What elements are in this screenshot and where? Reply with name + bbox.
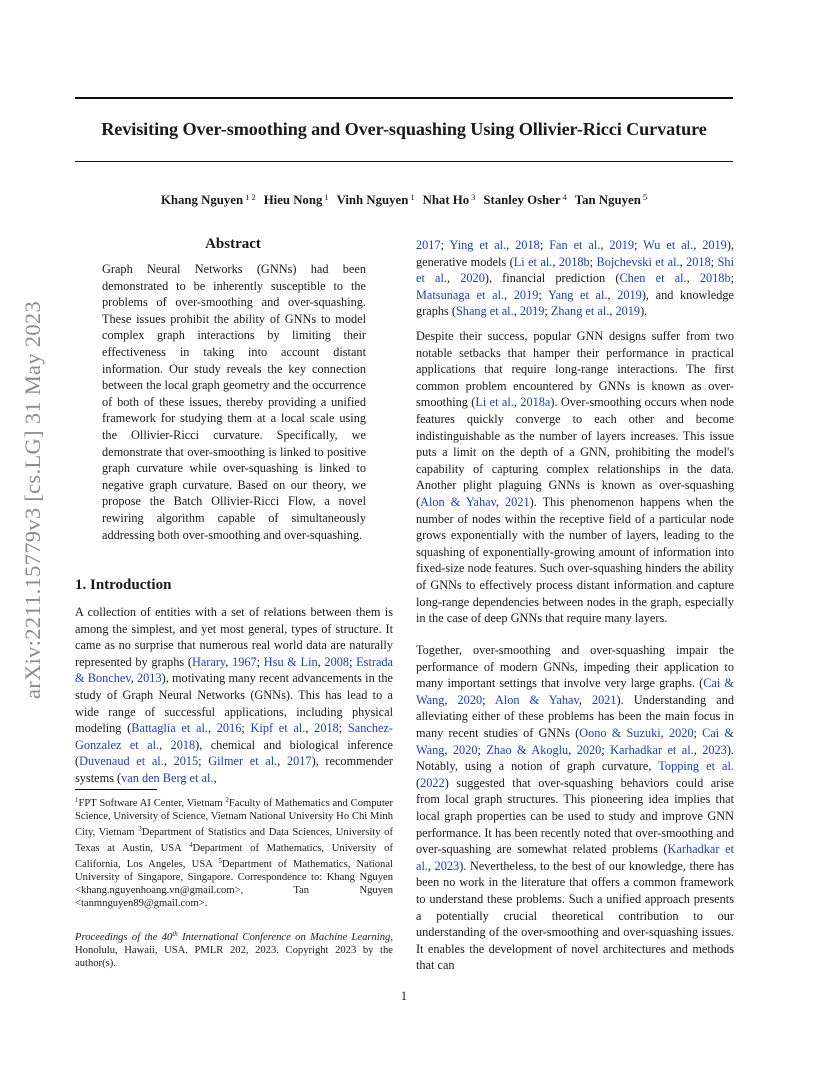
text-span: , (607, 287, 618, 302)
abstract-heading: Abstract (205, 236, 261, 252)
citation-link[interactable]: Shang et al. (455, 304, 514, 319)
text-span: ), and knowledge graphs ( (416, 287, 734, 319)
citation-link[interactable]: Matsunaga et al. (416, 287, 505, 302)
citation-link[interactable]: 2020 (576, 742, 602, 757)
author (483, 193, 566, 207)
text-span: ; (710, 254, 718, 269)
text-span: ; (440, 238, 450, 252)
text-span: , (427, 858, 435, 873)
author-name: Vinh Nguyen (336, 193, 409, 207)
text-span: ; (539, 238, 550, 252)
citation-link[interactable]: 2020 (460, 271, 485, 286)
text-span: , (305, 721, 315, 736)
citation-link[interactable]: 2008 (324, 654, 350, 669)
title-rule-bottom (75, 161, 733, 162)
citation-link[interactable]: Li et al. (475, 395, 514, 410)
text-span: ; (601, 742, 611, 757)
text-span: ( (416, 775, 421, 790)
citation-link[interactable]: 2021 (505, 494, 530, 509)
superscript: 1 (75, 796, 79, 804)
text-span: , (317, 654, 325, 669)
intro-paragraph-3 (416, 642, 734, 974)
text-span: , (130, 671, 137, 686)
author-affiliation-mark: 5 (642, 192, 648, 202)
citation-link[interactable]: 2022 (420, 775, 445, 790)
text-span: ; (349, 654, 357, 669)
text-span: Proceedings of the 40 (75, 932, 173, 943)
author-affiliation-mark: 3 (471, 192, 476, 202)
section-heading-introduction: 1. Introduction (75, 577, 172, 593)
citation-link[interactable]: 2018a (520, 395, 551, 410)
citation-link[interactable]: Topping et al. (658, 759, 734, 774)
citation-link[interactable]: Zhang et al. (550, 304, 610, 319)
citation-link[interactable]: van den Berg et al. (121, 770, 214, 785)
author-name: Nhat Ho (422, 193, 470, 207)
text-span: , (686, 271, 700, 286)
citation-link[interactable]: 2019 (702, 238, 727, 252)
author (575, 193, 647, 207)
intro-paragraph-1 (75, 604, 393, 787)
citation-link[interactable]: Gilmer et al. (208, 754, 278, 769)
citation-link[interactable]: Alon & Yahav (420, 494, 496, 509)
author-affiliation-mark: 1 (324, 192, 329, 202)
citation-link[interactable]: 2017 (286, 754, 312, 769)
citation-link[interactable]: Chen et al. (619, 271, 687, 286)
text-span: , (225, 654, 233, 669)
citation-link[interactable]: 2019 (609, 238, 635, 252)
text-span: ; (198, 754, 209, 769)
author-affiliation-mark: 4 (562, 192, 567, 202)
author-name: Stanley Osher (483, 193, 561, 207)
citation-link[interactable]: Ying et al. (449, 238, 507, 252)
page-number: 1 (400, 989, 408, 1003)
text-span: ), financial prediction ( (484, 271, 620, 286)
text-span: ; (241, 721, 251, 736)
text-span: , (207, 721, 217, 736)
text-span: ; (589, 254, 597, 269)
text-span: , (578, 692, 592, 707)
citation-link[interactable]: Battaglia et al. (131, 721, 208, 736)
text-span: ; (538, 287, 548, 302)
citation-link[interactable]: 2019 (615, 304, 641, 319)
text-span: A collection of entities with a set of relations between them is among the simplest, and yet most general, types of structure. It came as no surprise that numerous real world data are naturally represented by graphs ( (75, 605, 393, 669)
citation-link[interactable]: 2020 (668, 725, 694, 740)
text-span: Despite their success, popular GNN designs suffer from two notable setbacks that hamper their performance in practical applications that require long-range interactions. The first common problem encountered by GNNs is known as over-smoothing ( (416, 329, 734, 410)
text-span: Department of Mathematics, National University of Singapore, Singapore. Correspondence to: Khang Nguyen <khang.nguyenhoang.vn@gmail.com>, Tan Nguyen <tanmnguyen89@gmail.com>. (75, 859, 394, 909)
text-span: ), generative models ( (416, 238, 734, 269)
text-span: , (447, 271, 461, 286)
citation-link[interactable]: 2019 (519, 304, 545, 319)
superscript: 2 (225, 796, 229, 804)
text-span: , (693, 238, 703, 252)
title-rule-top (75, 97, 733, 99)
text-span: ; (634, 238, 644, 252)
citation-link[interactable]: 2017 (416, 238, 441, 252)
author (161, 193, 256, 207)
text-span: , (552, 254, 559, 269)
citation-link[interactable]: Harary (191, 654, 226, 669)
citation-link[interactable]: 2023 (702, 742, 727, 757)
citation-link[interactable]: Li et al. (513, 254, 553, 269)
citation-link[interactable]: Alon & Yahav (494, 692, 579, 707)
text-span: , Honolulu, Hawaii, USA. PMLR 202, 2023. Copyright 2023 by the author(s). (75, 932, 393, 970)
citation-link[interactable]: 2015 (173, 754, 199, 769)
citation-link[interactable]: Hsu & Lin (263, 654, 318, 669)
text-span: , (513, 395, 521, 410)
citation-link[interactable]: Shi et al. (416, 254, 734, 286)
citation-link[interactable]: Sanchez-Gonzalez et al. (75, 721, 393, 752)
intro-paragraph-2 (416, 328, 734, 627)
paper-title: Revisiting Over-smoothing and Over-squashing Using Ollivier-Ricci Curvature (101, 119, 707, 139)
citation-link[interactable]: 2023 (434, 858, 460, 873)
text-span: , (679, 254, 687, 269)
text-span: ) suggested that over-squashing behaviors could arise from local graph structures. This pioneering idea implies that local graph properties can be used to study and improve GNN performance. It has been recently noted that over-smoothing and over-squashing are somewhat related problems ( (416, 775, 734, 857)
citation-link[interactable]: 2019 (513, 287, 539, 302)
text-span: Faculty of Mathematics and Computer Science, University of Science, Vietnam National University Ho Chi Minh City, Vietnam (75, 798, 393, 838)
citation-link[interactable]: 2018 (170, 737, 196, 752)
text-span: International Conference on Machine Learning (177, 932, 391, 943)
text-span: FPT Software AI Center, Vietnam (78, 798, 226, 809)
text-span: , (693, 742, 703, 757)
text-span: , (163, 754, 174, 769)
text-span: Together, over-smoothing and over-squashing impair the performance of modern GNNs, impeding their application to many important settings that involve very large graphs. ( (416, 643, 734, 691)
citation-link[interactable]: Oono & Suzuki (579, 725, 661, 740)
citation-link[interactable]: Zhao & Akoglu (486, 742, 569, 757)
text-span: ). Notably, using a notion of graph curvature, (416, 742, 734, 774)
citation-link[interactable]: 2018 (314, 721, 339, 736)
citation-link[interactable]: 2018b (558, 254, 590, 269)
text-span: ; (544, 304, 551, 319)
superscript: th (172, 930, 178, 938)
author-name: Hieu Nong (263, 193, 323, 207)
text-span: , (506, 238, 516, 252)
text-span: , (213, 770, 217, 785)
citation-link[interactable]: Duvenaud et al. (79, 754, 164, 769)
citation-link[interactable]: Wu et al. (643, 238, 694, 252)
text-span: ), recommender systems ( (75, 754, 394, 785)
text-span: , (609, 304, 616, 319)
citation-link[interactable]: 2021 (591, 692, 617, 707)
text-span: ), motivating many recent advancements in the study of Graph Neural Networks (GNNs). This has lead to a wide range of successful applications, including physical modeling ( (75, 671, 393, 736)
author-affiliation-mark: 1 (410, 192, 415, 202)
text-span: , (444, 692, 458, 707)
citation-link[interactable]: 2020 (452, 742, 478, 757)
citation-link[interactable]: Estrada & Bonchev (75, 654, 394, 686)
text-span: ). Understanding and alleviating either of these problems has been the main focus in many recent studies of GNNs ( (416, 692, 734, 740)
text-span: ). Nevertheless, to the best of our knowledge, there has been no work in the literature that offers a common framework to understand these problems. Such a unified approach presents a potentially crucial theoretical contribution to our understanding of the over-smoothing and over-squashing issues. It enables the development of novel architectures and methods that can (416, 858, 734, 973)
text-span: ). Over-smoothing occurs when node features quickly converge to each other and become indistinguishable as the number of layers increases. This issue puts a limit on the depth of a GNN, prohibiting the model's capability of capturing complex relationships in the data. Another plight plaguing GNNs is known as over-squashing ( (416, 395, 734, 509)
superscript: 3 (138, 825, 142, 833)
text-span: ; (693, 725, 703, 740)
author (423, 193, 476, 207)
citation-link[interactable]: Fan et al. (549, 238, 601, 252)
text-span: Department of Statistics and Data Sciences, University of Texas at Austin, USA (75, 827, 393, 854)
author-list (75, 192, 733, 208)
arxiv-watermark: arXiv:2211.15779v3 [cs.LG] 31 May 2023 (20, 301, 45, 700)
text-span: , (600, 238, 610, 252)
text-span: , (513, 304, 520, 319)
footnote-rule (75, 789, 157, 790)
text-span: , (504, 287, 514, 302)
text-span: , (568, 742, 577, 757)
text-span: ; (338, 721, 348, 736)
author-name: Tan Nguyen (574, 193, 641, 207)
text-span: ; (730, 271, 735, 286)
citation-link[interactable]: Karhadkar et al. (416, 842, 734, 873)
citation-link[interactable]: 2018 (515, 238, 540, 252)
citation-link[interactable]: 2013 (137, 671, 162, 686)
text-span: , (159, 737, 171, 752)
superscript: 4 (188, 841, 193, 849)
author-affiliation-mark: 1 2 (245, 192, 256, 202)
text-span: Department of Mathematics, University of California, Los Angeles, USA (75, 843, 393, 870)
affiliations-footnote (75, 794, 393, 910)
text-span: ; (256, 654, 264, 669)
citation-link[interactable]: Bojchevski et al. (596, 254, 680, 269)
citation-link[interactable]: 2018b (699, 271, 731, 286)
author (264, 193, 329, 207)
proceedings-note (75, 928, 393, 971)
text-span: ; (477, 742, 487, 757)
abstract-text: Graph Neural Networks (GNNs) had been demonstrated to be inherently susceptible to the problems of over-smoothing and over-squashing. These issues prohibit the ability of GNNs to model complex graph interactions by limiting their effectiveness in taking into account distant information. Our study reveals the key connection between the local graph geometry and the occurrence of both of these issues, thereby providing a unified framework for studying them at a local scale using the Ollivier-Ricci curvature. Specifically, we demonstrate that over-smoothing is linked to positive graph curvature while over-squashing is linked to negative graph curvature. Based on our theory, we propose the Batch Ollivier-Ricci Flow, a novel rewiring algorithm capable of simultaneously addressing both over-smoothing and over-squashing. (102, 262, 366, 542)
citation-link[interactable]: 2020 (457, 692, 483, 707)
text-span: , (495, 494, 506, 509)
citation-link[interactable]: Kipf et al. (250, 721, 306, 736)
citation-link[interactable]: 2019 (617, 287, 642, 302)
citation-link[interactable]: 1967 (232, 654, 257, 669)
text-span: ; (482, 692, 495, 707)
citation-link[interactable]: Cai & Wang (416, 725, 734, 757)
text-span: , (660, 725, 669, 740)
text-span: ), chemical and biological inference ( (75, 737, 393, 769)
text-span: ). (640, 304, 648, 319)
author (337, 193, 415, 207)
citation-link[interactable]: Cai & Wang (416, 676, 734, 707)
citation-link[interactable]: Karhadkar et al. (610, 742, 694, 757)
author-name: Khang Nguyen (160, 193, 244, 207)
text-span: , (277, 754, 287, 769)
superscript: 5 (218, 857, 222, 865)
citation-link[interactable]: 2018 (686, 254, 711, 269)
intro-paragraph-1-continued (416, 237, 734, 320)
citation-link[interactable]: 2016 (216, 721, 242, 736)
citation-link[interactable]: Yang et al. (547, 287, 608, 302)
text-span: , (444, 742, 453, 757)
text-span: ). This phenomenon happens when the number of nodes within the receptive field of a particular node grows exponentially with the number of layers, leading to the squashing of exponentially-growing amount of information into fixed-size node features. Such over-squashing hinders the ability of GNNs to effectively process distant information and capture long-range dependencies between nodes in the graph, especially in the case of deep GNNs that require many layers. (416, 494, 735, 626)
